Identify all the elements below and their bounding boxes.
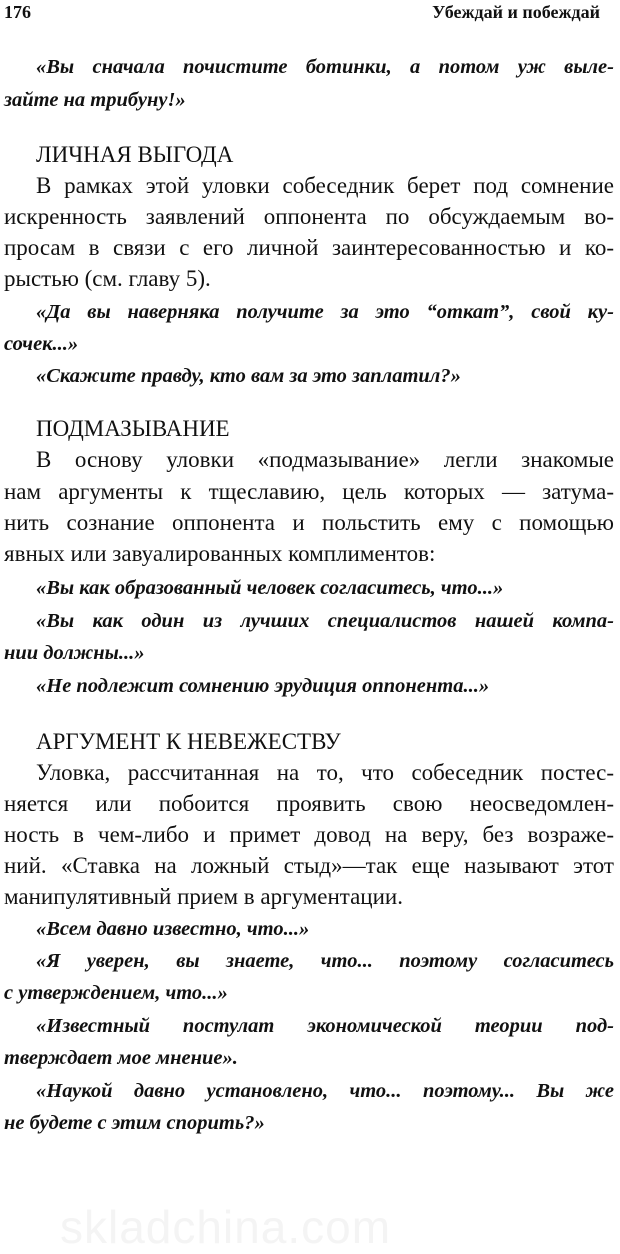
- body-line: В основу уловки «подмазывание» легли знакомые: [36, 447, 614, 472]
- section-heading-personal-gain: ЛИЧНАЯ ВЫГОДА: [36, 142, 234, 167]
- quote-line: нии должны...»: [4, 642, 145, 664]
- quote-line: сочек...»: [4, 333, 79, 355]
- quote-line: «Вы как один из лучших специалистов нашей компа-: [36, 610, 614, 632]
- watermark: skladchina.com: [60, 1201, 392, 1253]
- quote-line: «Наукой давно установлено, что... поэтому... Вы же: [36, 1080, 614, 1102]
- quote-line: «Да вы наверняка получите за это “откат”, свой ку-: [36, 301, 614, 323]
- quote-line: «Вы как образованный человек согласитесь, что...»: [36, 577, 504, 599]
- body-line: нам аргументы к тщеславию, цель которых — затума-: [4, 479, 614, 504]
- body-line: Уловка, рассчитанная на то, что собеседник постес-: [36, 760, 614, 785]
- body-line: манипулятивный прием в аргументации.: [4, 884, 403, 909]
- body-line: няется или побоится проявить свою неосведомлен-: [4, 791, 614, 816]
- quote-line: с утверждением, что...»: [4, 982, 228, 1004]
- body-line: ность в чем-либо и примет довод на веру, без возраже-: [4, 822, 614, 847]
- quote-line: не будете с этим спорить?»: [4, 1112, 265, 1134]
- body-line: явных или завуалированных комплиментов:: [4, 541, 436, 566]
- quote-line: тверждает мое мнение».: [4, 1047, 238, 1069]
- body-line: В рамках этой уловки собеседник берет под сомнение: [36, 173, 614, 198]
- page-number: 176: [4, 2, 31, 22]
- running-title: Убеждай и побеждай: [432, 2, 600, 22]
- quote-line: «Скажите правду, кто вам за это заплатил?»: [36, 365, 461, 387]
- quote-line: «Известный постулат экономической теории под-: [36, 1015, 614, 1037]
- quote-line: «Всем давно известно, что...»: [36, 918, 310, 940]
- quote-line: «Не подлежит сомнению эрудиция оппонента...»: [36, 675, 490, 697]
- body-line: просам в связи с его личной заинтересованностью и ко-: [4, 235, 614, 260]
- body-line: искренность заявлений оппонента по обсуждаемым во-: [4, 204, 614, 229]
- section-heading-flattery: ПОДМАЗЫВАНИЕ: [36, 416, 230, 441]
- quote-line: «Вы сначала почистите ботинки, а потом уж выле-: [36, 56, 614, 78]
- section-heading-argument-to-ignorance: АРГУМЕНТ К НЕВЕЖЕСТВУ: [36, 729, 341, 754]
- body-line: рыстью (см. главу 5).: [4, 266, 211, 291]
- body-line: нить сознание оппонента и польстить ему с помощью: [4, 510, 614, 535]
- quote-line: зайте на трибуну!»: [4, 89, 186, 111]
- quote-line: «Я уверен, вы знаете, что... поэтому согласитесь: [36, 950, 614, 972]
- body-line: ний. «Ставка на ложный стыд»—так еще называют этот: [4, 853, 614, 878]
